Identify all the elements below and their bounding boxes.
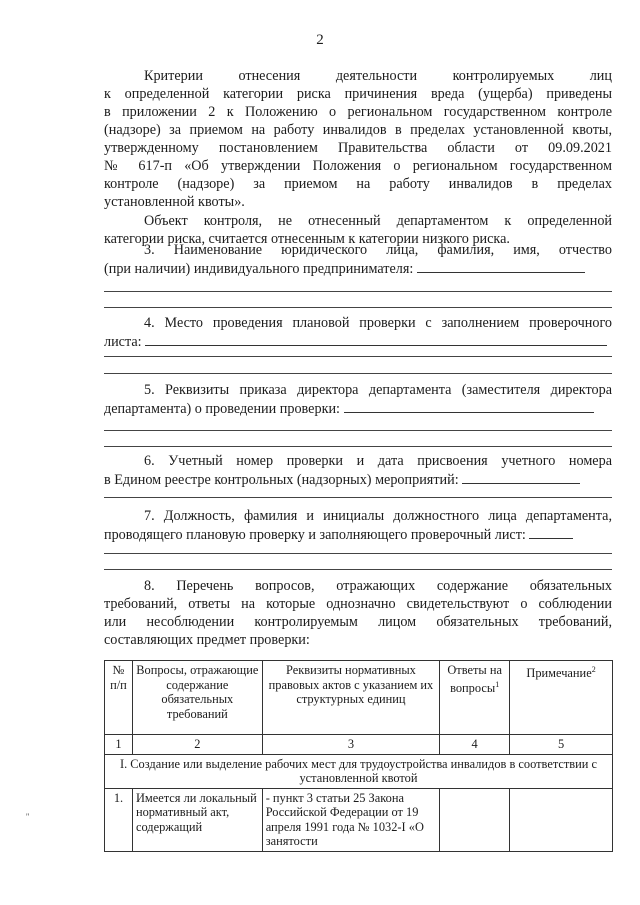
item-5: [104, 381, 612, 418]
fill-line[interactable]: [104, 307, 612, 308]
fill-line[interactable]: [104, 553, 612, 554]
text-segment: проводящего плановую проверку и заполняющего проверочный лист:: [104, 527, 526, 543]
text-line: 4. Место проведения плановой проверки с заполнением проверочного: [144, 315, 612, 331]
text-line: № 617-п «Об утверждении Положения о региональном государственном: [104, 158, 612, 174]
text-segment: листа:: [104, 334, 142, 350]
fill-line[interactable]: [104, 446, 612, 447]
row-answer-cell[interactable]: [440, 788, 510, 851]
header-questions: Вопросы, отражающие содержание обязательных требований: [132, 661, 262, 735]
text-line: [104, 525, 612, 544]
text-line: установленной квоты».: [104, 194, 245, 210]
text-line: к определенной категории риска причинения вреда (ущерба) приведены: [104, 86, 612, 102]
header-note-text: Примечание: [526, 666, 592, 681]
header-requisites: Реквизиты нормативных правовых актов с указанием их структурных единиц: [262, 661, 440, 735]
column-number-row: [105, 735, 613, 755]
text-line: [104, 259, 612, 278]
text-line: 6. Учетный номер проверки и дата присвоения учетного номера: [144, 453, 612, 469]
text-line: [104, 332, 612, 351]
text-line: 7. Должность, фамилия и инициалы должностного лица департамента,: [144, 508, 612, 524]
text-line: утвержденному постановлением Правительства области от 09.09.2021: [104, 140, 612, 156]
requirements-table: [104, 660, 613, 852]
text-line: контроле (надзоре) за приемом на работу инвалидов в пределах: [104, 176, 612, 192]
item-7: [104, 507, 612, 544]
item-8: [104, 577, 612, 649]
footnote-ref: 2: [591, 665, 596, 674]
row-note-cell[interactable]: [510, 788, 613, 851]
fill-line[interactable]: [104, 497, 612, 498]
item-4: [104, 314, 612, 351]
fill-line[interactable]: [104, 356, 612, 357]
fill-line[interactable]: [529, 525, 573, 539]
text-line: или несоблюдении контролируемым лицом обязательных требований,: [104, 614, 612, 630]
fill-line[interactable]: [104, 430, 612, 431]
header-answers-text: Ответы на вопросы: [447, 663, 502, 695]
text-line: Объект контроля, не отнесенный департаментом к определенной: [144, 213, 612, 229]
row-question: Имеется ли локальный нормативный акт, содержащий: [132, 788, 262, 851]
fill-line[interactable]: [462, 470, 580, 484]
column-number: 5: [510, 735, 613, 755]
text-segment: департамента) о проведении проверки:: [104, 401, 340, 417]
text-line: [104, 470, 612, 489]
table-row: [105, 788, 613, 851]
fill-line[interactable]: [344, 399, 594, 413]
text-segment: (при наличии) индивидуального предпринимателя:: [104, 261, 414, 277]
fill-line[interactable]: [104, 291, 612, 292]
column-number: 3: [262, 735, 440, 755]
text-line: в приложении 2 к Положению о региональном государственном контроле: [104, 104, 612, 120]
criteria-paragraph: [104, 67, 612, 211]
row-requisite: - пункт 3 статьи 25 Закона Российской Федерации от 19 апреля 1991 года № 1032-I «О занятости: [262, 788, 440, 851]
fill-line[interactable]: [417, 259, 585, 273]
margin-mark: '': [26, 812, 30, 822]
text-line: категории риска, считается отнесенным к категории низкого риска.: [104, 231, 510, 247]
text-line: Критерии отнесения деятельности контролируемых лиц: [144, 68, 612, 84]
row-num: 1.: [105, 788, 133, 851]
text-segment: в Едином реестре контрольных (надзорных) мероприятий:: [104, 472, 459, 488]
text-line: 3. Наименование юридического лица, фамилия, имя, отчество: [144, 242, 612, 258]
column-number: 4: [440, 735, 510, 755]
section-row: [105, 754, 613, 788]
footnote-ref: 1: [495, 679, 500, 689]
text-line: требований, ответы на которые однозначно свидетельствуют о соблюдении: [104, 596, 612, 612]
text-line: 8. Перечень вопросов, отражающих содержание обязательных: [144, 578, 612, 594]
section-title: I. Создание или выделение рабочих мест для трудоустройства инвалидов в соответствии с установленной квотой: [105, 754, 613, 788]
text-line: [104, 399, 612, 418]
column-number: 1: [105, 735, 133, 755]
text-line: 5. Реквизиты приказа директора департамента (заместителя директора: [144, 382, 612, 398]
column-number: 2: [132, 735, 262, 755]
header-num: № п/п: [105, 661, 133, 735]
header-answers: [440, 661, 510, 735]
fill-line[interactable]: [145, 332, 607, 346]
item-6: [104, 452, 612, 489]
header-note: [510, 661, 613, 735]
table-header-row: [105, 661, 613, 735]
fill-line[interactable]: [104, 569, 612, 570]
item-3: [104, 241, 612, 278]
page-number: 2: [316, 32, 324, 48]
text-line: составляющих предмет проверки:: [104, 632, 310, 648]
text-line: (надзоре) за приемом на работу инвалидов в пределах установленной квоты,: [104, 122, 612, 138]
fill-line[interactable]: [104, 373, 612, 374]
